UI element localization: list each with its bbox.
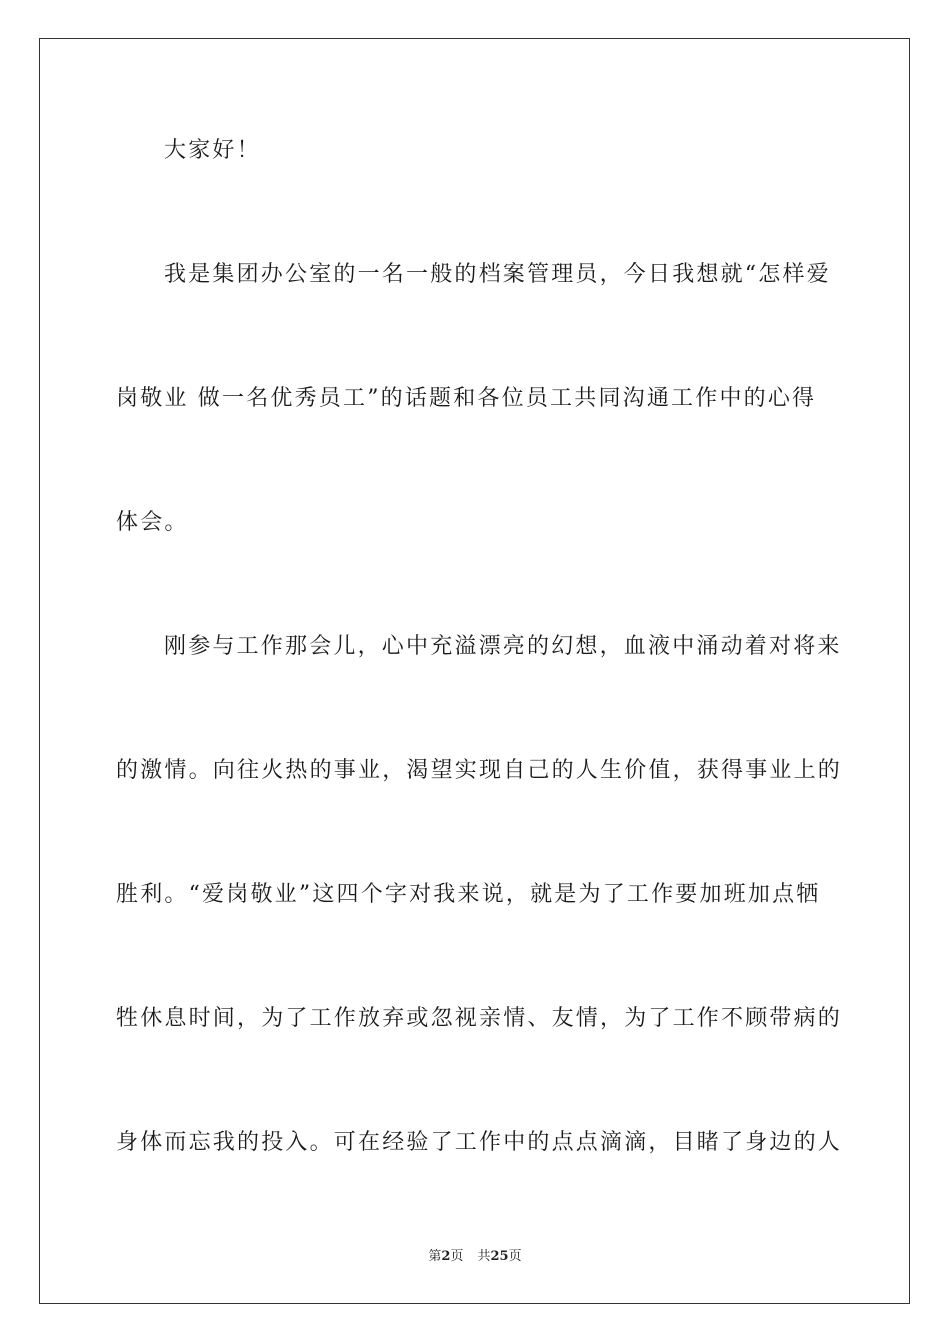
body-line-8: 身体而忘我的投入。可在经验了工作中的点点滴滴，目睹了身边的人 <box>116 1130 843 1155</box>
body-line-5: 的激情。向往火热的事业，渴望实现自己的人生价值，获得事业上的 <box>116 758 843 783</box>
page-footer <box>0 1248 950 1266</box>
body-line-4: 刚参与工作那会儿，心中充溢漂亮的幻想，血液中涌动着对将来 <box>164 634 842 659</box>
page-border <box>39 38 910 1304</box>
body-line-6: 胜利。“爱岗敬业”这四个字对我来说，就是为了工作要加班加点牺 <box>116 882 821 907</box>
body-line-3: 体会。 <box>116 510 189 535</box>
footer-total-suffix: 页 <box>508 1249 522 1264</box>
footer-total-prefix: 共 <box>477 1249 491 1264</box>
greeting-line: 大家好！ <box>164 138 261 163</box>
body-line-7: 牲休息时间，为了工作放弃或忽视亲情、友情，为了工作不顾带病的 <box>116 1006 843 1031</box>
body-line-1: 我是集团办公室的一名一般的档案管理员，今日我想就“怎样爱 <box>164 262 831 287</box>
footer-page-prefix: 第 <box>428 1249 442 1264</box>
body-line-2: 岗敬业 做一名优秀员工”的话题和各位员工共同沟通工作中的心得 <box>116 386 817 411</box>
footer-page-suffix: 页 <box>450 1249 464 1264</box>
footer-total-pages: 25 <box>490 1249 509 1264</box>
footer-page-number: 2 <box>441 1249 451 1264</box>
